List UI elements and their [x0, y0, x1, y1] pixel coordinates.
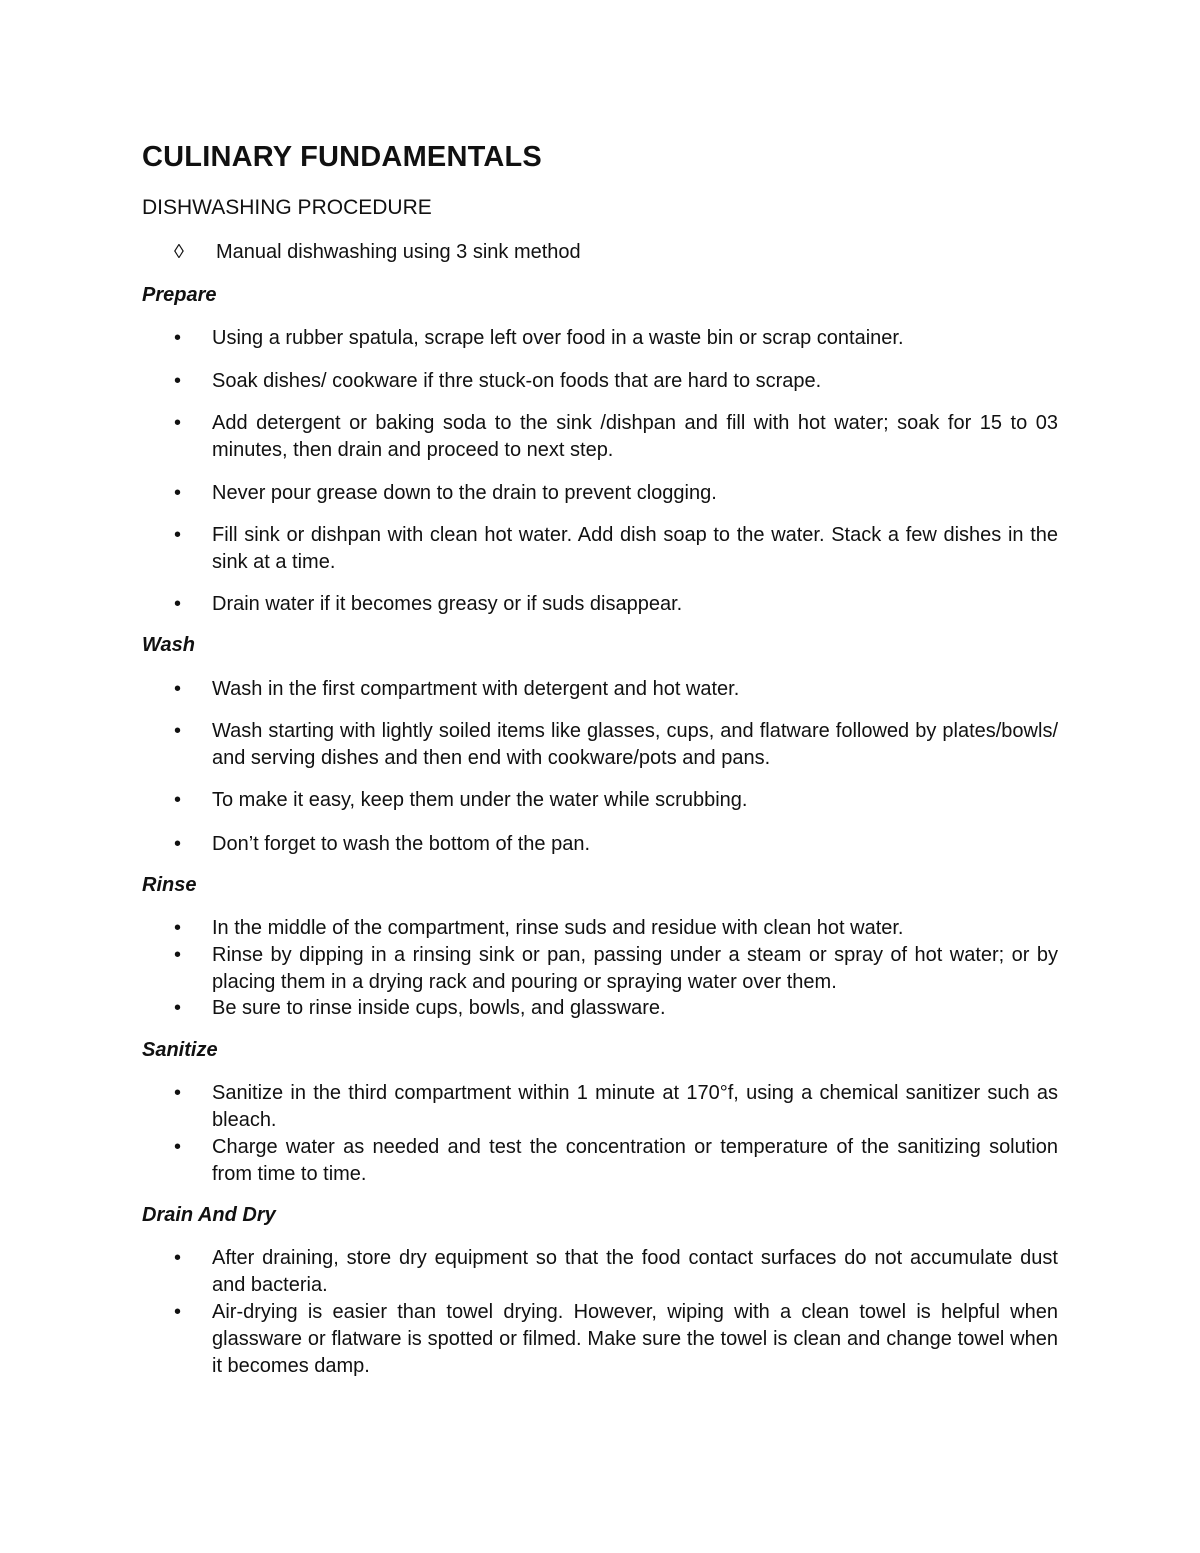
method-text: Manual dishwashing using 3 sink method	[216, 241, 581, 263]
list-item-text: Charge water as needed and test the concentration or temperature of the sanitizing solution from time to time.	[212, 1136, 1058, 1185]
list-item	[174, 787, 1058, 814]
list-item	[174, 522, 1058, 576]
bullet-icon: •	[174, 1136, 182, 1158]
list-item-text: Rinse by dipping in a rinsing sink or pan, passing under a steam or spray of hot water; or by placing them in a drying rack and pouring or spraying water over them.	[212, 944, 1058, 993]
bullet-icon: •	[174, 593, 182, 615]
list-item-text: Air-drying is easier than towel drying. However, wiping with a clean towel is helpful when glassware or flatware is spotted or filmed. Make sure the towel is clean and change towel when it becomes damp.	[212, 1301, 1058, 1377]
list-item	[174, 915, 1058, 942]
list-item	[174, 831, 1058, 858]
list-item-text: Wash starting with lightly soiled items like glasses, cups, and flatware followed by plates/bowls/ and serving dishes and then end with cookware/pots and pans.	[212, 720, 1058, 769]
list-item	[174, 942, 1058, 996]
list-item	[174, 410, 1058, 464]
bullet-icon: •	[174, 1247, 182, 1269]
list-item-text: Wash in the first compartment with detergent and hot water.	[212, 678, 740, 700]
bullet-icon: •	[174, 917, 182, 939]
list-item-text: Never pour grease down to the drain to prevent clogging.	[212, 482, 717, 504]
list-item-text: Sanitize in the third compartment within 1 minute at 170°f, using a chemical sanitizer such as bleach.	[212, 1082, 1058, 1131]
list-item	[174, 368, 1058, 395]
list-item	[174, 1080, 1058, 1134]
bullet-icon: •	[174, 524, 182, 546]
bullet-icon: •	[174, 997, 182, 1019]
section-heading-rinse: Rinse	[142, 874, 197, 896]
list-item-text: To make it easy, keep them under the water while scrubbing.	[212, 789, 748, 811]
list-item	[174, 718, 1058, 772]
list-item-text: Drain water if it becomes greasy or if suds disappear.	[212, 593, 683, 615]
bullet-icon: •	[174, 678, 182, 700]
list-item	[174, 995, 1058, 1022]
bullet-icon: •	[174, 482, 182, 504]
bullet-icon: •	[174, 412, 182, 434]
bullet-icon: •	[174, 720, 182, 742]
diamond-icon: ◊	[174, 241, 184, 263]
bullet-icon: •	[174, 370, 182, 392]
list-item	[174, 591, 1058, 618]
list-item	[174, 1299, 1058, 1380]
list-item-text: Be sure to rinse inside cups, bowls, and glassware.	[212, 997, 666, 1019]
page-subtitle: DISHWASHING PROCEDURE	[142, 196, 432, 219]
list-item	[174, 480, 1058, 507]
bullet-icon: •	[174, 1082, 182, 1104]
section-heading-wash: Wash	[142, 634, 195, 656]
section-heading-prepare: Prepare	[142, 284, 217, 306]
bullet-icon: •	[174, 833, 182, 855]
bullet-icon: •	[174, 327, 182, 349]
bullet-icon: •	[174, 1301, 182, 1323]
list-item-text: Fill sink or dishpan with clean hot water. Add dish soap to the water. Stack a few dishes in the sink at a time.	[212, 524, 1058, 573]
list-item	[174, 1245, 1058, 1299]
bullet-icon: •	[174, 789, 182, 811]
list-item-text: Add detergent or baking soda to the sink /dishpan and fill with hot water; soak for 15 to 03 minutes, then drain and proceed to next step.	[212, 412, 1058, 461]
list-item-text: Don’t forget to wash the bottom of the pan.	[212, 833, 591, 855]
list-item-text: Using a rubber spatula, scrape left over food in a waste bin or scrap container.	[212, 327, 904, 349]
page-title: CULINARY FUNDAMENTALS	[142, 141, 542, 173]
list-item-text: After draining, store dry equipment so that the food contact surfaces do not accumulate dust and bacteria.	[212, 1247, 1058, 1296]
method-line	[174, 241, 581, 264]
list-item	[174, 676, 1058, 703]
section-heading-drain-and-dry: Drain And Dry	[142, 1204, 276, 1226]
section-heading-sanitize: Sanitize	[142, 1039, 218, 1061]
list-item	[174, 1134, 1058, 1188]
list-item-text: Soak dishes/ cookware if thre stuck-on foods that are hard to scrape.	[212, 370, 822, 392]
list-item	[174, 325, 1058, 352]
bullet-icon: •	[174, 944, 182, 966]
list-item-text: In the middle of the compartment, rinse suds and residue with clean hot water.	[212, 917, 904, 939]
